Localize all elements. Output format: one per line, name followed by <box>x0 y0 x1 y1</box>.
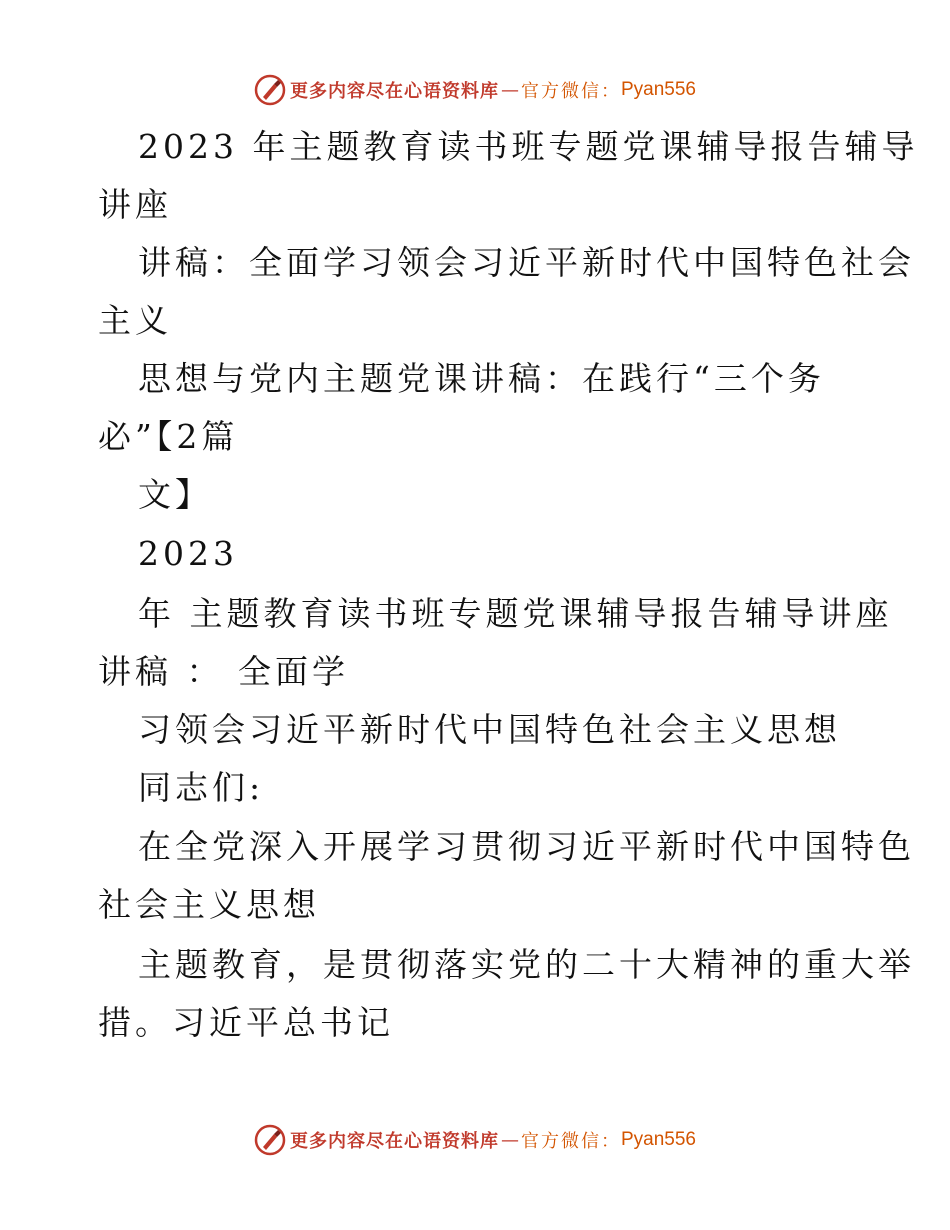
text-line: 主题教育，是贯彻落实党的二十大精神的重大举 <box>138 945 915 984</box>
text-line: 习领会习近平新时代中国特色社会主义思想 <box>138 710 841 749</box>
banner-text: 更多内容尽在心语资料库 <box>289 81 499 102</box>
text-line: 年 主题教育读书班专题党课辅导报告辅导讲座 <box>138 594 893 633</box>
banner-wechat-id: Pyan556 <box>620 79 696 100</box>
text-line: 2023 年主题教育读书班专题党课辅导报告辅导 <box>138 127 919 166</box>
text-line: 在全党深入开展学习贯彻习近平新时代中国特色 <box>138 827 915 866</box>
text-line: 讲稿：全面学习领会习近平新时代中国特色社会 <box>138 243 915 282</box>
pen-logo-icon <box>254 74 286 106</box>
text-line: 2023 <box>138 534 238 573</box>
text-line: 讲稿 ： 全面学 <box>98 652 349 691</box>
text-line: 文】 <box>138 475 212 514</box>
banner-text: 更多内容尽在心语资料库 <box>289 1131 499 1152</box>
text-line: 同志们: <box>138 768 265 807</box>
banner-dash: — <box>500 79 519 101</box>
text-line: 社会主义思想 <box>98 885 320 924</box>
text-line: 主义 <box>98 301 172 340</box>
banner-wechat-label: 官方微信： <box>520 81 621 102</box>
text-line: 思想与党内主题党课讲稿：在践行“三个务 <box>138 359 825 398</box>
banner-wechat-id: Pyan556 <box>620 1129 696 1150</box>
text-line: 措。习近平总书记 <box>98 1003 394 1042</box>
footer-banner <box>0 1120 950 1160</box>
pen-logo-icon <box>254 1124 286 1156</box>
text-line: 讲座 <box>98 185 172 224</box>
text-line: 必”【2篇 <box>98 417 239 456</box>
banner-wechat-label: 官方微信： <box>520 1131 621 1152</box>
banner-dash: — <box>500 1129 519 1151</box>
header-banner <box>0 70 950 110</box>
